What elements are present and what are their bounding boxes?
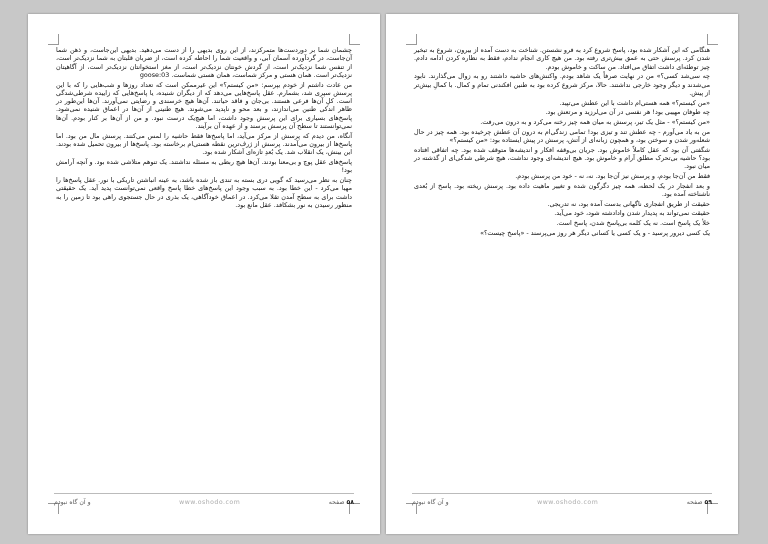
paragraph: حقیقت نمی‌تواند به پدیدار شدن وادادشته شود، خود می‌آید.: [554, 209, 710, 218]
paragraph: هنگامی که این آشکار شده بود، پاسخ شروع کرد به فرو نشستن. شناخت به دست آمده از بیرون، شروع به تبخیر شدن کرد. پرسش حتی به عمق بیش‌تری رفته بود. من هیچ کاری انجام ندادم، فقط به نظاره کردن ادامه دادم. چیز توطئه‌ای داشت اتفاق می‌افتاد. من ساکت و خاموش بودم.: [414, 46, 710, 71]
page-label: صفحه: [686, 498, 703, 506]
right-page: [386, 14, 738, 534]
paragraph: یک کسی دیرور پرسید - و یک کسی یا کسانی دیگر هر روز می‌پرسند - «پاسخ چیست؟»: [480, 228, 710, 237]
website: www.oshodo.com: [537, 498, 599, 506]
right-page-text: [414, 46, 710, 238]
crop-mark: [707, 34, 718, 45]
page-number-group: [687, 499, 712, 506]
paragraph: «من کیستم؟» همه هستی‌ام داشت با این عطش می‌تپید.: [559, 98, 710, 107]
left-page: [28, 14, 380, 534]
crop-mark: [406, 34, 417, 45]
paragraph: خلأ یک پاسخ است. نه یک کلمه بی‌پاسخ شدن، پاسخ است.: [556, 218, 710, 227]
page-label: صفحه: [328, 498, 345, 506]
book-title: و آن گاه نبودم: [412, 498, 449, 506]
paragraph: چه طوفان مهیبی بود! هر نفسی در آن می‌لرزید و مرتعش بود.: [545, 108, 710, 117]
left-page-text: [56, 46, 352, 211]
paragraph: شگفتی آن بود که عقل کاملاً خاموش بود. جریان بی‌وقفه افکار و اندیشه‌ها متوقف شده بود. چه اتفاقی افتاده بود؟ حاشیه بی‌تحرک مطلق آرام و خاموش بود. هیچ اندیشه‌ای وجود نداشت، هیچ شرطی شدگی‌ای از گذشته در میان نبود.: [414, 145, 710, 171]
crop-mark: [48, 34, 59, 45]
page-number: ۵۹: [704, 498, 712, 506]
paragraph: فقط من آن‌جا بودم، و پرسش نیز آن‌جا بود. نه، نه - خود من پرسش بودم.: [515, 171, 710, 180]
paragraph: حقیقت از طریق انفجاری ناگهانی بدست آمده بود، نه تدریجی.: [547, 199, 710, 208]
page-number-group: [329, 499, 354, 506]
paragraph: چنان به نظر می‌رسید که گویی دری بسته به تندی باز شده باشد، به عینه انباشتن تاریکی با نور. عقل پاسخ‌ها را مهیا می‌کرد - این خطا بود. به سبب وجود این پاسخ‌های خطا پاسخ واقعی نمی‌توانست پدید آید. یک حقیقتی داشت برای به سطح آمدن تقلا می‌کرد. در اعماق خودآگاهی، یک بذری در حال جستجوی راهی بود تا زمین را به منظور رسیدن به نور بشکافد. عقل مانع بود.: [56, 176, 352, 209]
left-page-footer: [54, 493, 354, 508]
paragraph: «من کیستم؟» - مثل یک تیر، پرسش به میان همه چیز رخنه می‌کرد و به درون می‌رفت.: [480, 117, 710, 126]
paragraph: من عادت داشتم از خودم بپرسم: «من کیستم؟» این غیرممکن است که تعداد روزها و شب‌هایی را که با این پرسش سپری شد، بشمارم. عقل پاسخ‌هایی می‌دهد که از دیگران شنیده، یا پاسخ‌هایی که زاییده شرطی‌شدگی است. کلِ آن‌ها فرعی هستند. بی‌جان و فاقد حیاتند. آن‌ها هیچ خرسندی و رضایتی نمی‌آورند. آن‌ها این‌طور در ظاهر اندکی طنین می‌اندازند، و بعد محو و ناپدید می‌شوند. هیچ طنینی از آن‌ها در اعماق شنیده نمی‌شود. پاسخ‌های بسیاری برای این پرسش وجود داشت، اما هیچ‌یک درست نبود. و من از آن‌ها بر کنار بودم. آن‌ها نمی‌توانستند تا سطح آن پرسش برسند و از عهده آن برآیند.: [56, 80, 352, 131]
paragraph: چشمان شما بر دوردست‌ها متمرکزند، از این روی بدیهی را از دست می‌دهید. بدیهی این‌جاست، و ذهن شما آن‌جاست، در گردآورده آسمان آبی، و واقعیت شما را احاطه کرده است، از ضربان قلبتان به شما نزدیک‌تر است، از تنفس شما نزدیک‌تر است، از گردش خونتان نزدیک‌تر است، از مغز استخوانتان نزدیک‌تر است، از آگاهیتان نزدیک‌تر است. همان هستی و مرکز شماست، همان هستی شماست. goose:03: [56, 46, 352, 79]
book-title: و آن گاه نبودم: [54, 498, 91, 506]
crop-mark: [349, 34, 360, 45]
website: www.oshodo.com: [179, 498, 241, 506]
paragraph: من به یاد می‌آورم - چه عطش تند و تیزی بود! تمامی زندگی‌ام به درون آن عطش چرخیده بود. همه چیز در حال شعله‌ور شدن و سوختن بود، و همچون زبانه‌ای از آتش، پرسش در پیش ایستاده بود: «من کیستم؟»: [414, 127, 710, 144]
paragraph: پاسخ‌های عقل پوچ و بی‌معنا بودند. آن‌ها هیچ ربطی به مسئله نداشتند. یک تنوهم متلاشی شده بود. و آنچه آرامش بود!: [56, 158, 352, 175]
paragraph: و بعد انفجار در یک لحظه، همه چیز دگرگون شده و تغییر ماهیت داده بود. پرسش ریخته بود. پاسخ از بُعدی ناشناخته آمده بود.: [414, 181, 710, 198]
paragraph: آنگاه، من دیدم که پرسش از مرکز می‌آید، اما پاسخ‌ها فقط حاشیه را لمس می‌کنند. پرسش مال من بود. اما پاسخ‌ها از بیرون می‌آمدند. پرسش از ژرف‌ترین نقطه هستی‌ام برخاسته بود. پاسخ‌ها از بیرون تحمیل شده بودند. این بینش، یک انقلاب شد. یک بُعدِ تازه‌ای آشکار شده بود.: [56, 131, 352, 157]
paragraph: چه سی‌شد کسی؟» من در نهایت صرفاً یک شاهد بودم. واکنش‌های حاشیه داشتند رو به زوال می‌گذارند. نابود می‌شدند و دیگر وجود خارجی نداشتند. حالا، مرکز شروع کرده بود به طنین افکندنی تمام و کمال. با کمالِ بیش‌تر از پیش.: [414, 72, 710, 97]
right-page-footer: [412, 493, 712, 508]
page-number: ۵۸: [346, 498, 354, 506]
